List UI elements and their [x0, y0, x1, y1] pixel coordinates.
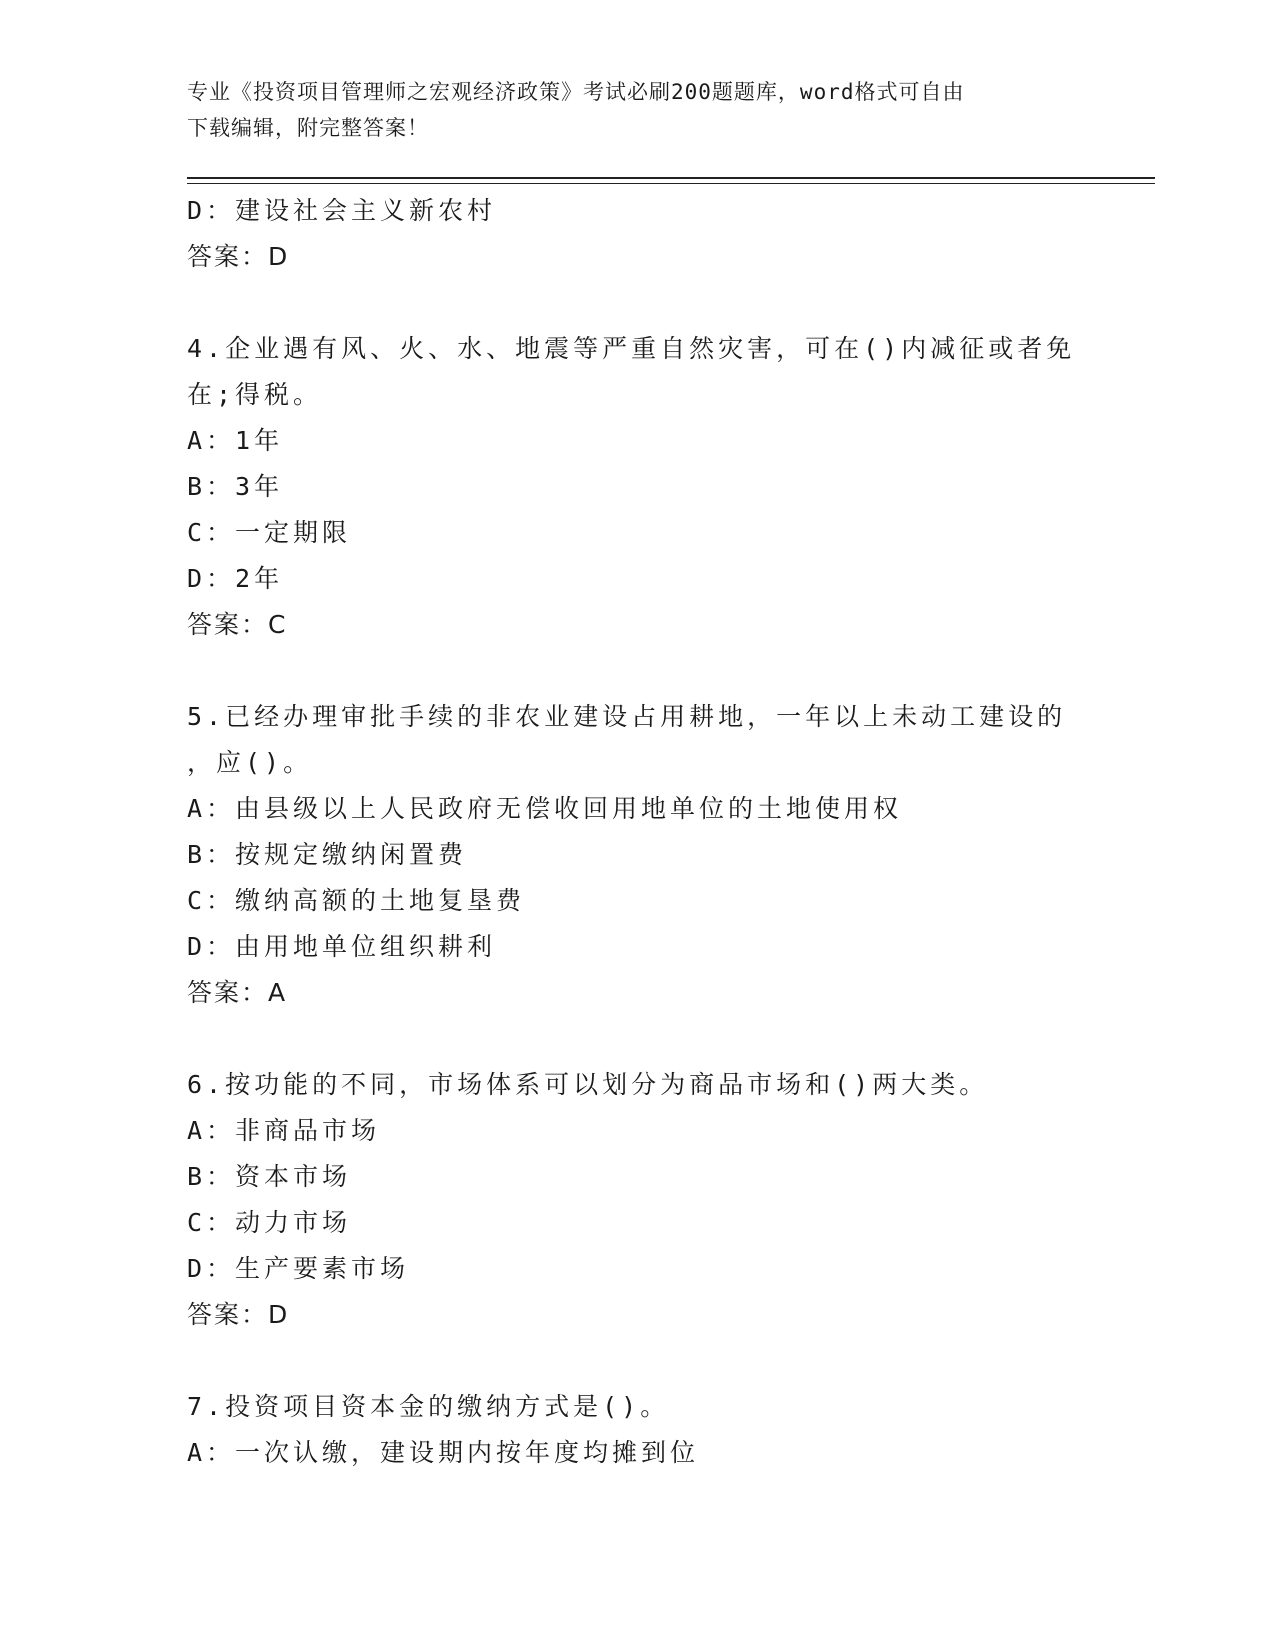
question-stem: 7.投资项目资本金的缴纳方式是()。	[187, 1392, 670, 1421]
question-stem: 4.企业遇有风、火、水、地震等严重自然灾害，可在()内减征或者免	[187, 334, 1076, 363]
spacer	[187, 280, 1087, 326]
option-a: A：一次认缴，建设期内按年度均摊到位	[187, 1438, 700, 1467]
question-4	[187, 326, 1087, 648]
document-header	[187, 74, 1067, 146]
option-a: A：非商品市场	[187, 1116, 381, 1145]
header-line-1: 专业《投资项目管理师之宏观经济政策》考试必刷200题题库，word格式可自由	[187, 80, 965, 104]
question-5	[187, 694, 1087, 1016]
option-d: D：建设社会主义新农村	[187, 196, 497, 225]
question-stem: 5.已经办理审批手续的非农业建设占用耕地，一年以上未动工建设的	[187, 702, 1067, 731]
document-body	[187, 188, 1087, 1476]
option-d: D：2年	[187, 564, 284, 593]
option-b: B：3年	[187, 472, 284, 501]
question-stem-continued: ，应()。	[187, 748, 313, 777]
question-stem: 6.按功能的不同，市场体系可以划分为商品市场和()两大类。	[187, 1070, 989, 1099]
answer-line: 答案：D	[187, 242, 290, 271]
spacer	[187, 648, 1087, 694]
option-b: B：按规定缴纳闲置费	[187, 840, 468, 869]
header-divider-thick	[187, 177, 1155, 179]
question-6	[187, 1062, 1087, 1338]
option-b: B：资本市场	[187, 1162, 352, 1191]
option-c: C：动力市场	[187, 1208, 352, 1237]
question-7	[187, 1384, 1087, 1476]
spacer	[187, 1016, 1087, 1062]
option-a: A：1年	[187, 426, 284, 455]
answer-line: 答案：D	[187, 1300, 290, 1329]
option-d: D：由用地单位组织耕利	[187, 932, 497, 961]
spacer	[187, 1338, 1087, 1384]
option-c: C：一定期限	[187, 518, 352, 547]
header-divider-thin	[187, 183, 1155, 184]
header-line-2: 下载编辑，附完整答案！	[187, 116, 429, 140]
question-stem-continued: 在;得税。	[187, 380, 323, 409]
option-a: A：由县级以上人民政府无偿收回用地单位的土地使用权	[187, 794, 903, 823]
option-c: C：缴纳高额的土地复垦费	[187, 886, 526, 915]
question-3-fragment	[187, 188, 1087, 280]
answer-line: 答案：A	[187, 978, 288, 1007]
option-d: D：生产要素市场	[187, 1254, 410, 1283]
answer-line: 答案：C	[187, 610, 288, 639]
